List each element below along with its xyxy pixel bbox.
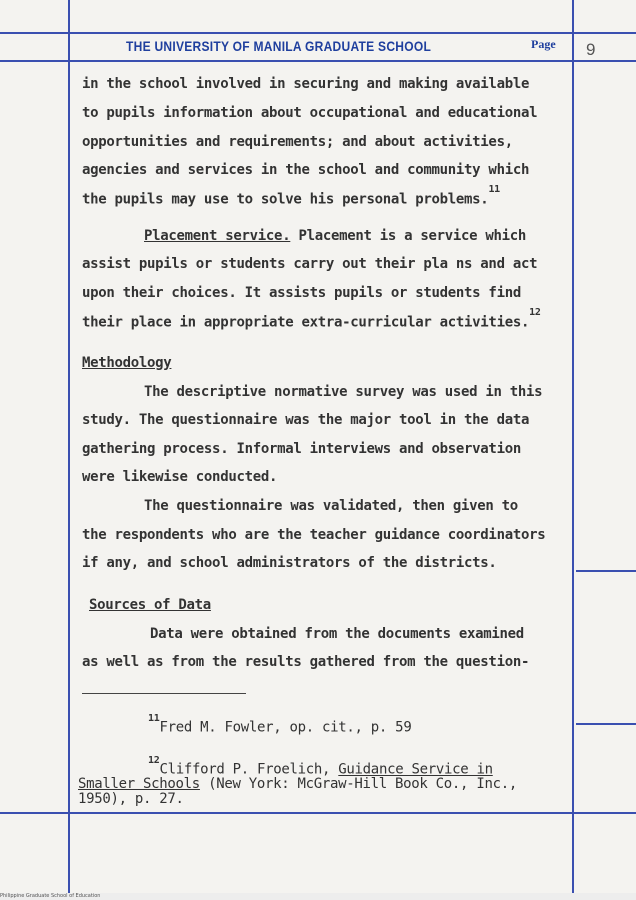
right-margin-rule <box>576 570 636 572</box>
page-number: 9 <box>586 40 596 59</box>
scan-footer-strip: Philippine Graduate School of Education <box>0 893 636 900</box>
footnote-12-line-3: 1950), p. 27. <box>78 791 184 807</box>
sources-heading: Sources of Data <box>89 597 211 613</box>
footnote-12-line-2 <box>78 776 517 792</box>
footnote-ref-11: 11 <box>488 184 500 195</box>
body-line: in the school involved in securing and making available <box>82 76 530 92</box>
footnote-divider <box>82 693 246 694</box>
school-header-title: THE UNIVERSITY OF MANILA GRADUATE SCHOOL <box>126 38 432 54</box>
sources-line: as well as from the results gathered from the question- <box>82 654 530 670</box>
body-line: to pupils information about occupational and educational <box>82 105 538 121</box>
footnote-11-text: Fred M. Fowler, op. cit., p. 59 <box>159 719 412 736</box>
body-line: opportunities and requirements; and about activities, <box>82 134 513 150</box>
placement-line-1-rest: Placement is a service which <box>290 228 527 244</box>
methodology-line: if any, and school administrators of the districts. <box>82 555 497 571</box>
top-rule-1 <box>0 32 636 34</box>
right-margin-rule-vertical <box>572 0 574 900</box>
placement-heading: Placement service. <box>144 228 291 244</box>
bottom-rule <box>0 812 636 814</box>
body-line-text: the pupils may use to solve his personal problems. <box>82 191 489 208</box>
placement-line-last <box>82 307 541 331</box>
footnote-11 <box>148 713 412 736</box>
footnote-11-number: 11 <box>148 713 160 724</box>
placement-line-1 <box>144 228 526 244</box>
footnote-ref-12: 12 <box>529 307 541 318</box>
footnote-12-publisher: (New York: McGraw-Hill Book Co., Inc., <box>199 776 517 792</box>
methodology-line: The descriptive normative survey was used in this <box>144 384 543 400</box>
footnote-12-author: Clifford P. Froelich, <box>159 761 339 778</box>
body-line-last <box>82 184 500 208</box>
methodology-line: The questionnaire was validated, then given to <box>144 498 518 514</box>
methodology-line: study. The questionnaire was the major tool in the data <box>82 412 530 428</box>
placement-line: assist pupils or students carry out their pla ns and act <box>82 256 538 272</box>
methodology-line: gathering process. Informal interviews and observation <box>82 441 521 457</box>
right-margin-rule-2 <box>576 723 636 725</box>
placement-line-text: their place in appropriate extra-curricular activities. <box>82 314 530 331</box>
methodology-heading: Methodology <box>82 355 172 371</box>
footnote-12-number: 12 <box>148 755 160 766</box>
page-label: Page <box>531 37 556 51</box>
footnote-12-title-cont: Smaller Schools <box>78 776 200 792</box>
footnote-12-title: Guidance Service in <box>338 761 493 778</box>
methodology-line: were likewise conducted. <box>82 469 278 485</box>
body-line: agencies and services in the school and community which <box>82 162 530 178</box>
sources-line: Data were obtained from the documents examined <box>150 626 524 642</box>
top-rule-2 <box>0 60 636 62</box>
footnote-12-line-1 <box>148 755 493 778</box>
methodology-line: the respondents who are the teacher guidance coordinators <box>82 527 546 543</box>
placement-line: upon their choices. It assists pupils or students find <box>82 285 521 301</box>
left-margin-rule <box>68 0 70 900</box>
